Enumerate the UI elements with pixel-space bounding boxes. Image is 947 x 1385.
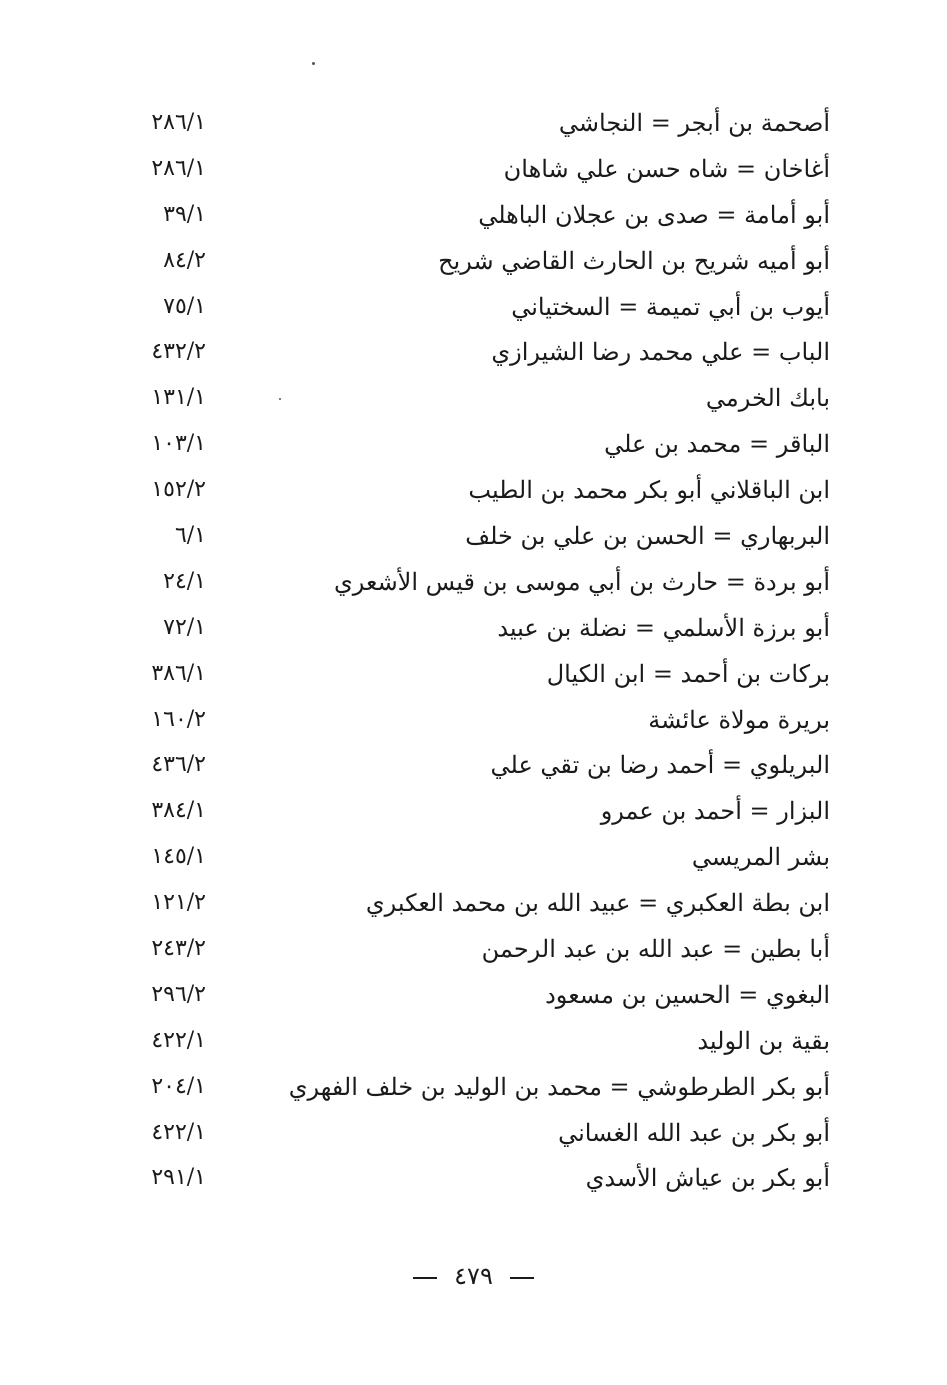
entry-name: أصحمة بن أبجر = النجاشي <box>558 109 830 137</box>
entry-reference: ١٤٥/١ <box>151 844 206 870</box>
entry-name: أغاخان = شاه حسن علي شاهان <box>503 154 830 183</box>
page-number: ٤٧٩ <box>454 1262 493 1290</box>
entry-reference: ٣٩/١ <box>163 201 206 227</box>
entry-reference: ١٥٢/٢ <box>151 477 206 503</box>
index-entry <box>110 926 830 972</box>
index-entry <box>110 742 830 788</box>
index-entry <box>110 421 830 467</box>
index-entry <box>110 605 830 651</box>
index-entry <box>110 788 830 834</box>
entry-reference: ٤٣٢/٢ <box>151 339 206 365</box>
entry-name: أبو أميه شريح بن الحارث القاضي شريح <box>438 246 830 275</box>
entry-name: بشر المريسي <box>691 843 830 872</box>
entry-name: أبو بكر بن عبد الله الغساني <box>558 1118 830 1147</box>
index-entry <box>110 697 830 743</box>
index-entry <box>110 880 830 926</box>
entry-reference: ٦/١ <box>174 523 206 549</box>
entry-reference: ٢٠٤/١ <box>151 1073 206 1099</box>
index-entry <box>110 100 830 146</box>
index-entry <box>110 329 830 375</box>
entry-reference: ٢٤/١ <box>163 568 206 594</box>
name-index-list <box>110 100 830 1201</box>
entry-name: الباقر = محمد بن علي <box>604 430 830 459</box>
index-entry <box>110 238 830 284</box>
entry-name: ابن الباقلاني أبو بكر محمد بن الطيب <box>468 476 830 505</box>
index-entry <box>110 1155 830 1201</box>
paper-speck <box>279 398 281 400</box>
entry-reference: ٢٤٣/٢ <box>151 936 206 962</box>
entry-name: أبو بردة = حارث بن أبي موسى بن قيس الأشعري <box>333 567 830 596</box>
entry-reference: ٤٢٢/١ <box>151 1119 206 1145</box>
entry-reference: ٢٩٦/٢ <box>151 981 206 1007</box>
entry-reference: ١٣١/١ <box>151 385 206 411</box>
entry-name: البغوي = الحسين بن مسعود <box>545 980 830 1009</box>
entry-name: أبو بكر الطرطوشي = محمد بن الوليد بن خلف الفهري <box>288 1072 830 1101</box>
index-entry <box>110 1064 830 1110</box>
entry-name: بابك الخرمي <box>705 384 830 413</box>
index-entry <box>110 375 830 421</box>
entry-reference: ١٠٣/١ <box>151 431 206 457</box>
entry-reference: ١٢١/٢ <box>151 890 206 916</box>
index-entry <box>110 146 830 192</box>
entry-reference: ٤٣٦/٢ <box>151 752 206 778</box>
index-entry <box>110 1018 830 1064</box>
index-entry <box>110 192 830 238</box>
index-entry <box>110 559 830 605</box>
index-entry <box>110 834 830 880</box>
entry-reference: ٧٥/١ <box>163 293 206 319</box>
index-entry <box>110 651 830 697</box>
footer-dash-left <box>413 1277 437 1279</box>
entry-name: بركات بن أحمد = ابن الكيال <box>546 659 830 688</box>
entry-name: الباب = علي محمد رضا الشيرازي <box>491 338 830 367</box>
entry-reference: ٧٢/١ <box>163 614 206 640</box>
entry-reference: ١٦٠/٢ <box>151 706 206 732</box>
index-entry <box>110 467 830 513</box>
index-entry <box>110 284 830 330</box>
entry-name: البزار = أحمد بن عمرو <box>600 797 830 826</box>
entry-reference: ٢٨٦/١ <box>151 110 206 135</box>
entry-name: أبا بطين = عبد الله بن عبد الرحمن <box>481 935 830 964</box>
entry-name: بريرة مولاة عائشة <box>648 705 830 734</box>
entry-name: البربهاري = الحسن بن علي بن خلف <box>465 522 830 551</box>
index-entry <box>110 513 830 559</box>
entry-reference: ٢٨٦/١ <box>151 155 206 181</box>
entry-name: بقية بن الوليد <box>697 1026 830 1055</box>
entry-name: ابن بطة العكبري = عبيد الله بن محمد العكبري <box>365 889 830 918</box>
paper-speck <box>312 62 315 65</box>
page-footer <box>0 1262 947 1290</box>
entry-reference: ٣٨٦/١ <box>151 660 206 686</box>
index-entry <box>110 972 830 1018</box>
entry-name: أبو أمامة = صدى بن عجلان الباهلي <box>478 200 830 229</box>
entry-reference: ٨٤/٢ <box>163 247 206 273</box>
entry-reference: ٤٢٢/١ <box>151 1027 206 1053</box>
index-entry <box>110 1110 830 1156</box>
footer-dash-right <box>510 1277 534 1279</box>
entry-name: أبو برزة الأسلمي = نضلة بن عبيد <box>497 613 830 642</box>
entry-name: البريلوي = أحمد رضا بن تقي علي <box>490 751 830 780</box>
entry-name: أيوب بن أبي تميمة = السختياني <box>511 292 830 321</box>
entry-reference: ٣٨٤/١ <box>151 798 206 824</box>
entry-name: أبو بكر بن عياش الأسدي <box>585 1164 830 1193</box>
entry-reference: ٢٩١/١ <box>151 1165 206 1191</box>
